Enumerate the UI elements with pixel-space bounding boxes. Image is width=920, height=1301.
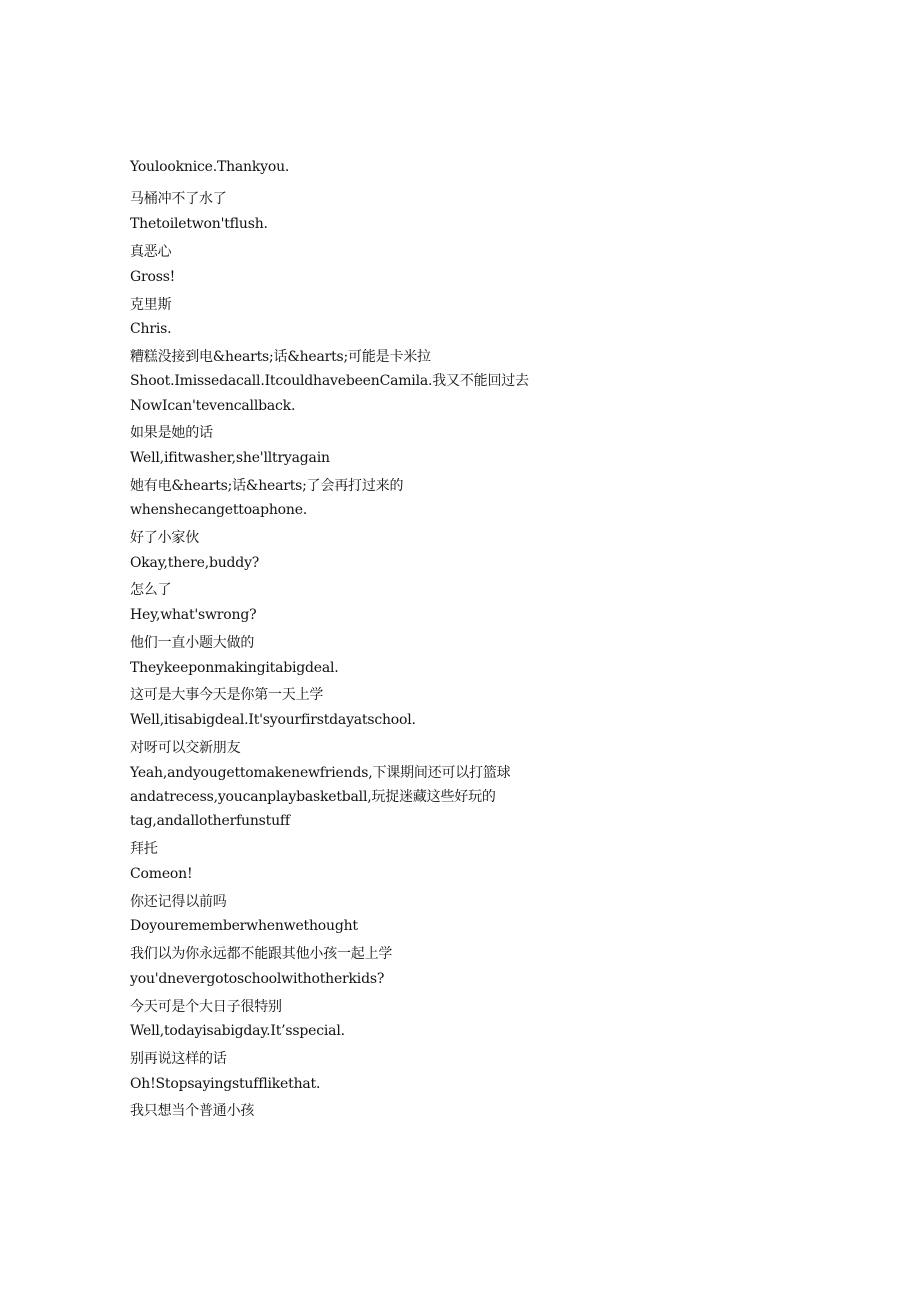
subtitle-line: Well,ifitwasher,she'lltryagain [130,450,330,466]
subtitle-line: Comeon! [130,866,193,882]
subtitle-line: andatrecess,youcanplaybasketball,玩捉迷藏这些好玩的 [130,789,496,805]
subtitle-line: 真恶心 [130,244,172,260]
subtitle-line: 马桶冲不了水了 [130,191,227,207]
subtitle-line: Theykeeponmakingitabigdeal. [130,660,339,676]
subtitle-line: Oh!Stopsayingstufflikethat. [130,1076,321,1092]
subtitle-line: 我只想当个普通小孩 [130,1103,255,1119]
subtitle-line: Youlooknice.Thankyou. [130,159,290,175]
subtitle-line: 对呀可以交新朋友 [130,740,241,756]
subtitle-line: Well,todayisabigday.It’sspecial. [130,1023,345,1039]
subtitle-line: 克里斯 [130,297,172,313]
subtitle-line: Chris. [130,321,172,337]
subtitle-line: 她有电&hearts;话&hearts;了会再打过来的 [130,478,404,494]
subtitle-line: NowIcan'tevencallback. [130,398,296,414]
subtitle-line: Thetoiletwon'tflush. [130,216,268,232]
subtitle-line: Okay,there,buddy? [130,555,260,571]
subtitle-line: whenshecangettoaphone. [130,502,308,518]
subtitle-line: Yeah,andyougettomakenewfriends,下课期间还可以打篮球 [130,765,511,781]
subtitle-line: Gross! [130,269,176,285]
subtitle-line: 别再说这样的话 [130,1051,227,1067]
subtitle-line: 糟糕没接到电&hearts;话&hearts;可能是卡米拉 [130,349,431,365]
subtitle-line: you'dnevergotoschoolwithotherkids? [130,971,385,987]
subtitle-line: Doyourememberwhenwethought [130,918,358,934]
subtitle-line: 怎么了 [130,582,172,598]
subtitle-line: 这可是大事今天是你第一天上学 [130,687,324,703]
subtitle-line: 如果是她的话 [130,425,213,441]
subtitle-line: 我们以为你永远都不能跟其他小孩一起上学 [130,946,393,962]
subtitle-line: 拜托 [130,841,158,857]
subtitle-line: Shoot.Imissedacall.ItcouldhavebeenCamila.我又不能回过去 [130,373,529,389]
subtitle-line: Hey,what'swrong? [130,607,257,623]
subtitle-line: 他们一直小题大做的 [130,635,255,651]
subtitle-line: 今天可是个大日子很特别 [130,999,282,1015]
subtitle-line: 你还记得以前吗 [130,894,227,910]
subtitle-line: tag,andallotherfunstuff [130,813,290,829]
subtitle-line: Well,itisabigdeal.It'syourfirstdayatschool. [130,712,416,728]
subtitle-line: 好了小家伙 [130,530,199,546]
